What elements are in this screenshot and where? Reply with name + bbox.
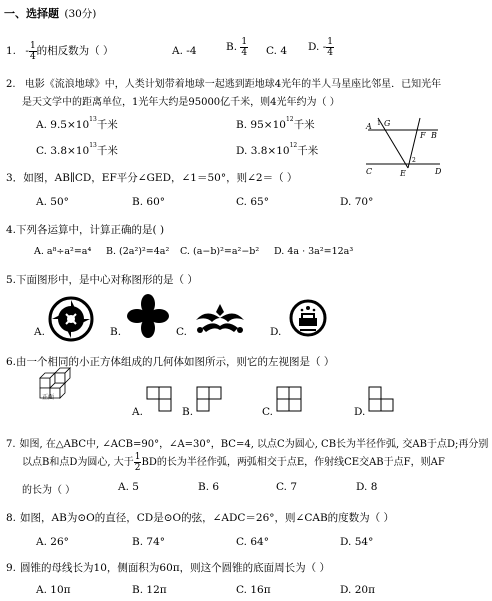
parallel-lines-figure — [362, 112, 442, 182]
q5-option-c[interactable] — [176, 326, 187, 338]
q7-line2-pre: 以点B和点D为圆心, 大于 — [22, 457, 134, 468]
option-text: 4a · 3a²=12a³ — [287, 246, 354, 257]
option-text: 8 — [370, 481, 378, 493]
option-label: C. — [176, 326, 187, 338]
q1-option-a[interactable] — [172, 40, 197, 62]
q8-option-b[interactable] — [132, 536, 165, 548]
four-leaf-clover-icon — [128, 294, 168, 338]
option-label: A. — [36, 119, 47, 131]
q1-stem-minus: - — [25, 45, 29, 57]
q6-option-b[interactable] — [182, 406, 193, 418]
left-view-option-a — [146, 386, 172, 414]
q1-fraction — [29, 41, 37, 62]
option-label: A. — [36, 584, 47, 596]
option-label: D. — [340, 196, 352, 208]
q1-stem-text: 的相反数为（ ） — [36, 45, 114, 57]
option-text: 5 — [132, 481, 139, 493]
option-label: B. — [132, 536, 144, 548]
left-view-option-d — [368, 386, 394, 414]
q2-option-d[interactable] — [236, 143, 318, 158]
q4-stem: 下列各运算中，计算正确的是( ) — [16, 224, 165, 236]
frac-numerator: 1 — [327, 36, 334, 47]
option-text: -4 — [186, 45, 197, 57]
q6-option-a[interactable] — [132, 406, 143, 418]
q7-option-c[interactable] — [276, 481, 297, 493]
question-number: 7. — [6, 439, 16, 450]
frac-numerator: 1 — [241, 36, 248, 47]
option-text: 6 — [212, 481, 220, 493]
label-angle-1: 1 — [377, 120, 381, 127]
option-text: 74° — [146, 536, 166, 548]
national-emblem-icon — [288, 298, 328, 338]
option-text: 7 — [290, 481, 298, 493]
q6-stem: 由一个相同的小正方体组成的几何体如图所示，则它的左视图是（ ） — [16, 356, 335, 368]
section-header — [4, 5, 96, 21]
q4-option-b[interactable] — [106, 246, 169, 257]
option-text: 64° — [250, 536, 269, 548]
q6-option-d[interactable] — [354, 406, 365, 418]
option-label: A. — [34, 326, 45, 338]
option-text: 65° — [250, 196, 269, 208]
option-label: B. — [132, 584, 144, 596]
option-text: 50° — [50, 196, 69, 208]
option-label: B. — [198, 481, 210, 493]
option-label: C. — [36, 145, 47, 157]
section-title: 一、选择题 — [4, 7, 59, 20]
q7-option-d[interactable] — [356, 481, 377, 493]
q1-option-c[interactable] — [266, 40, 287, 62]
option-text: 60° — [146, 196, 166, 208]
front-label: 正面 — [42, 394, 55, 401]
q3-option-d[interactable] — [340, 196, 373, 208]
q2-line1: 电影《流浪地球》中，人类计划带着地球一起逃到距地球4光年的半人马星座比邻星．已知光年 — [24, 79, 442, 90]
option-text: 54° — [354, 536, 374, 548]
emblem-swirl-icon — [48, 296, 94, 342]
line-ge — [378, 118, 408, 168]
option-exponent: 12 — [289, 142, 298, 149]
option-text: 3.8×10 — [50, 145, 90, 157]
question-number: 3． — [6, 172, 24, 184]
q8-stem: 如图，AB为⊙O的直径，CD是⊙O的弦，∠ADC＝26°，则∠CAB的度数为（ ） — [20, 512, 395, 524]
option-text: (a−b)²=a²−b² — [192, 246, 260, 257]
q2-option-c[interactable] — [36, 143, 118, 158]
q3-option-a[interactable] — [36, 196, 69, 208]
option-label: C. — [180, 246, 190, 257]
option-label: D. — [274, 246, 285, 257]
q5-stem: 下面图形中，是中心对称图形的是（ ） — [16, 274, 198, 286]
q3-stem: 如图，AB∥CD，EF平分∠GED，∠1＝50°，则∠2＝（ ） — [23, 172, 298, 184]
question-9 — [6, 560, 330, 575]
option-label: A. — [34, 246, 44, 257]
question-number: 8. — [6, 512, 17, 524]
question-number: 6. — [6, 356, 17, 368]
option-text: 26° — [50, 536, 69, 548]
option-label: B. — [132, 196, 144, 208]
question-2 — [6, 75, 441, 90]
question-8 — [6, 510, 394, 525]
option-label: B. — [182, 406, 194, 418]
q4-option-d[interactable] — [274, 246, 353, 257]
q2-line2: 是天文学中的距离单位，1光年大约是95000亿千米，则4光年约为（ ） — [22, 97, 340, 108]
option-text: 9.5×10 — [50, 119, 90, 131]
frac-denominator: 4 — [29, 51, 36, 62]
option-label: D. — [270, 326, 282, 338]
option-text: 70° — [354, 196, 374, 208]
q1-option-d[interactable] — [308, 36, 334, 58]
option-label: B. — [110, 326, 122, 338]
option-label: A. — [118, 481, 129, 493]
q7-option-b[interactable] — [198, 481, 219, 493]
question-3 — [6, 170, 297, 185]
option-label: B. — [106, 246, 117, 257]
option-label: B. — [226, 41, 238, 53]
q3-option-b[interactable] — [132, 196, 165, 208]
option-label: D. — [236, 145, 248, 157]
label-angle-2: 2 — [412, 157, 416, 164]
option-label: A. — [172, 45, 183, 57]
option-label: A. — [36, 536, 47, 548]
option-label: D. — [356, 481, 368, 493]
q5-option-b[interactable] — [110, 326, 121, 338]
option-unit: 千米 — [96, 145, 118, 157]
question-number: 2. — [6, 79, 16, 90]
label-b: B — [431, 131, 437, 140]
option-text: 20π — [354, 584, 375, 596]
label-f: F — [420, 131, 426, 140]
option-exponent: 13 — [89, 116, 97, 123]
question-4 — [6, 222, 164, 237]
q9-option-a[interactable] — [36, 584, 71, 596]
frac-numerator: 1 — [134, 452, 141, 462]
option-text: 95×10 — [250, 119, 286, 131]
q7-line2-post: BD的长为半径作弧，两弧相交于点E，作射线CE交AB于点F，则AF — [141, 457, 445, 468]
q9-option-c[interactable] — [236, 584, 271, 596]
option-label: D. — [340, 584, 352, 596]
label-d: D — [435, 167, 442, 176]
option-unit: 千米 — [293, 119, 315, 131]
q4-option-c[interactable] — [180, 246, 259, 257]
q7-option-a[interactable] — [118, 481, 139, 493]
option-text: 16π — [250, 584, 271, 596]
question-number: 9. — [6, 562, 17, 574]
question-number: 4. — [6, 224, 17, 236]
option-exponent: 13 — [89, 142, 97, 149]
option-label: A. — [36, 196, 47, 208]
option-label: C. — [276, 481, 287, 493]
ornament-pattern-icon — [192, 302, 248, 336]
q2-option-b[interactable] — [236, 117, 315, 132]
frac-denominator: 4 — [327, 47, 334, 58]
q6-option-c[interactable] — [262, 406, 273, 418]
option-text: a⁸÷a²=a⁴ — [46, 246, 92, 257]
frac-numerator: 1 — [29, 40, 36, 51]
question-number: 5. — [6, 274, 17, 286]
option-text: 4 — [280, 45, 288, 57]
label-a: A — [366, 122, 372, 131]
option-label: D. — [340, 536, 352, 548]
option-unit: 千米 — [297, 145, 319, 157]
left-view-option-c — [276, 386, 302, 414]
q7-line3: 的长为（ ） — [22, 485, 76, 496]
frac-denominator: 4 — [241, 47, 248, 58]
question-1 — [6, 40, 114, 62]
option-label: C. — [236, 536, 247, 548]
label-g: G — [384, 119, 391, 128]
q9-option-d[interactable] — [340, 584, 375, 596]
q8-option-c[interactable] — [236, 536, 269, 548]
option-text: 3.8×10 — [250, 145, 290, 157]
question-7 — [6, 435, 488, 450]
option-label: A. — [132, 406, 143, 418]
option-text: (2a²)²=4a² — [119, 246, 170, 257]
option-text: 10π — [50, 584, 71, 596]
option-label: D. — [354, 406, 366, 418]
question-5 — [6, 272, 198, 287]
option-label: C. — [236, 196, 247, 208]
q9-stem: 圆锥的母线长为10，侧面积为60π，则这个圆锥的底面周长为（ ） — [20, 562, 330, 574]
option-label: B. — [236, 119, 248, 131]
option-fraction — [240, 37, 248, 58]
left-view-option-b — [196, 386, 222, 414]
option-text: 12π — [146, 584, 167, 596]
q5-option-d[interactable] — [270, 326, 281, 338]
q8-option-a[interactable] — [36, 536, 69, 548]
question-number: 1. — [6, 45, 17, 57]
q1-option-b[interactable] — [226, 36, 248, 58]
section-points: (30分) — [64, 8, 97, 20]
option-label: C. — [236, 584, 247, 596]
option-label: C. — [266, 45, 277, 57]
q9-option-b[interactable] — [132, 584, 167, 596]
option-label: D. — [308, 41, 320, 53]
q7-line1: 如图, 在△ABC中, ∠ACB=90°，∠A=30°，BC=4, 以点C为圆心, CB长为半径作弧, 交AB于点D;再分别 — [19, 439, 489, 450]
option-exponent: 12 — [285, 116, 294, 123]
option-label: C. — [262, 406, 273, 418]
q2-option-a[interactable] — [36, 117, 118, 132]
option-minus: - — [322, 41, 327, 53]
q4-option-a[interactable] — [34, 246, 91, 257]
frac-denominator: 2 — [134, 463, 141, 473]
label-e: E — [400, 169, 406, 178]
label-c: C — [366, 167, 373, 176]
q5-option-a[interactable] — [34, 326, 45, 338]
option-fraction — [326, 37, 334, 58]
q7-line2 — [22, 452, 445, 474]
q3-option-c[interactable] — [236, 196, 269, 208]
option-unit: 千米 — [96, 119, 118, 131]
q8-option-d[interactable] — [340, 536, 373, 548]
